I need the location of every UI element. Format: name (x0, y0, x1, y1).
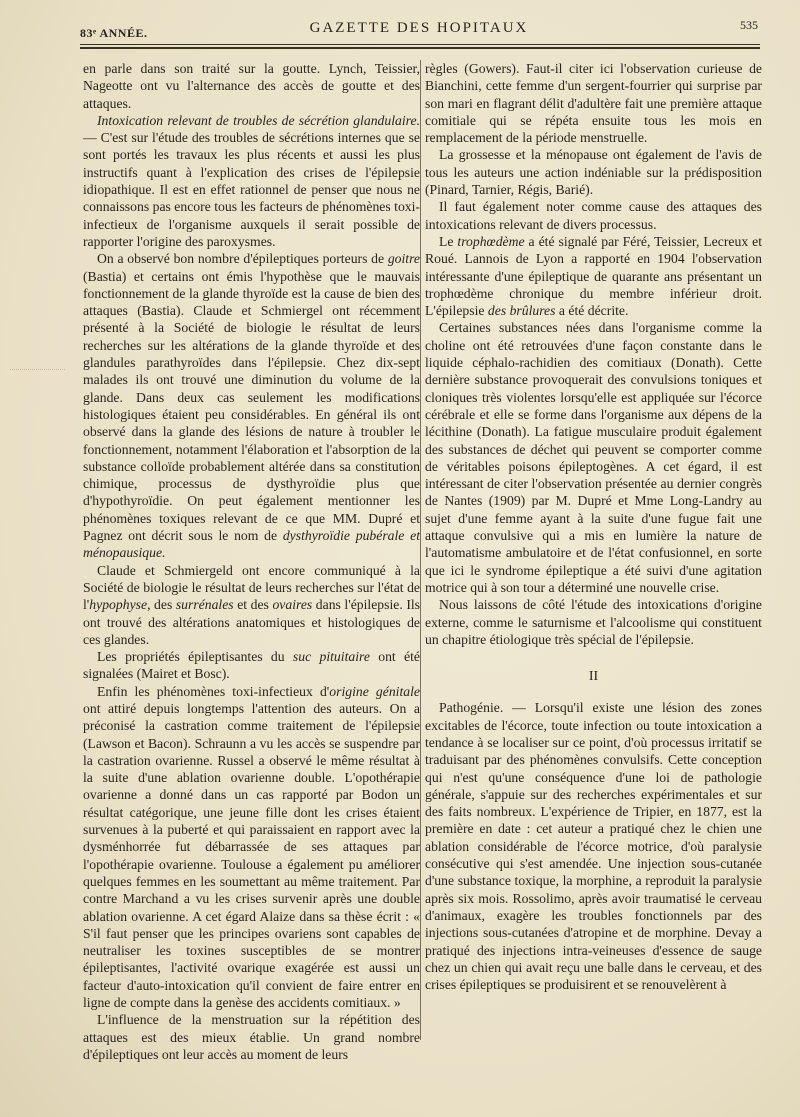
paragraph (425, 233, 762, 319)
text-run: Il faut également noter comme cause des attaques des intoxications relevant de divers processus. (425, 199, 762, 232)
italic-run: trophœdème (457, 233, 525, 249)
right-column (425, 60, 762, 993)
text-run: dans l'épilepsie. Ils ont trouvé des altérations anatomiques et histologiques de ces glandes. (83, 597, 421, 647)
italic-run: des brûlures (487, 303, 556, 319)
header-rule-thin (80, 44, 760, 45)
text-run: Claude et Schmiergeld ont encore communiqué à la Société de biologie le résultat de leurs recherches sur l'état de l' (83, 562, 420, 613)
text-run: Certaines substances nées dans l'organisme comme la choline ont été retrouvées d'une façon constante dans le liquide céphalo-rachidien des comitiaux (Donath). Cette dernière substance provoquerait des convulsions toniques et cloniques très violentes lorsqu'elle est appliquée sur l'écorce cérébrale et elle se forme dans l'organisme aux dépens de la lécithine (Donath). La fatigue musculaire produit également des substances de déchet qui peuvent se comporter comme de véritables poisons épileptogènes. A cet égard, il est intéressant de citer l'observation présentée au dernier congrès de Nantes (1909) par M. Dupré et Mme Long-Landry au sujet d'une femme ayant à la suite d'une fugue fait une attaque convulsive qui a mis en lumière la nature de l'automatisme ambulatoire et de l'état confusionnel, en sorte que ici le syndrome épileptique a été suivi d'une agitation motrice qui à son tour a déterminé une nouvelle crise. (425, 320, 762, 595)
text-run: On a observé bon nombre d'épileptiques porteurs de (97, 251, 388, 267)
italic-run: hypophyse (89, 597, 148, 613)
text-run: ont été signalées (Mairet et Bosc). (83, 649, 420, 682)
italic-run: Intoxication relevant de troubles de sécrétion glandulaire. (97, 112, 420, 128)
text-run: en parle dans son traité sur la goutte. Lynch, Teissier, Nageotte ont vu l'alternance des accès de goutte et des attaques. (83, 61, 420, 111)
paragraph (83, 250, 420, 561)
italic-run: suc pituitaire (292, 649, 370, 665)
paragraph (83, 60, 420, 112)
text-run: Le (439, 233, 458, 249)
paragraph (83, 1011, 420, 1063)
text-run: (Bastia) et certains ont émis l'hypothèse que le mauvais fonctionnement de la glande thyroïde est la cause de bien des attaques (Bastia). Claude et Schmiergel ont récemment présenté à la Société de biologie le résultat de leurs recherches sur les altérations de la glande thyroïde et des glandules parathyroïdes dans l'épilepsie. Chez dix-sept malades ils ont trouvé une diminution du volume de la glande. Dans deux cas seulement les modifications histologiques étaient peu considérables. En général ils ont observé dans la glande des lésions de nature à troubler le fonctionnement, notamment l'élaboration et l'absorption de la substance colloïde probablement altérée dans sa constitution chimique, processus de dysthyroïdie plus que d'hypothyroïdie. On peut également mentionner les phénomènes toxiques relevant de ce que MM. Dupré et Pagnez ont décrit sous le nom de (83, 268, 420, 544)
text-run: — C'est sur l'étude des troubles de sécrétions internes que se sont portés les travaux les plus récents et aussi les plus instructifs quant à l'explication des crises de l'épilepsie idiopathique. Il est en effet rationnel de penser que nous ne connaissons pas encore tous les facteurs de phénomènes toxi-infectieux de l'organisme auxquels il serait possible de rapporter l'origine des paroxysmes. (83, 130, 420, 249)
paragraph (425, 699, 762, 993)
paragraph (425, 198, 762, 233)
paragraph (425, 60, 762, 146)
text-run: règles (Gowers). Faut-il citer ici l'observation curieuse de Bianchini, cette femme d'un sergent-fourrier qui surprise par son mari en flagrant délit d'adultère fait une première attaque comitiale qui se répéta ensuite tous les mois en remplacement de la période menstruelle. (425, 61, 762, 146)
paragraph (425, 596, 762, 648)
left-column (83, 60, 420, 1063)
section-heading: II (588, 669, 599, 685)
paragraph (425, 146, 762, 198)
paragraph (83, 562, 420, 648)
text-run: a été signalé par Féré, Teissier, Lecreux et Roué. Lannois de Lyon a rapporté en 1904 l'observation intéressante d'une épileptique de quarante ans présentant un trophœdème chronique du membre inférieur droit. L'épilepsie (425, 233, 762, 319)
page-number: 535 (740, 18, 758, 32)
paragraph (83, 648, 420, 683)
italic-run: goitre (387, 251, 420, 267)
margin-dots (10, 355, 65, 370)
page-header (80, 18, 758, 40)
text-run: Pathogénie. — Lorsqu'il existe une lésion des zones excitables de l'écorce, toute infection ou toute intoxication a tendance à se localiser sur ce point, d'où processus irritatif se traduisant par des phénomènes convulsifs. Cette conception qui n'est qu'une conséquence d'une loi de pathologie générale, s'appuie sur des recherches expérimentales et sur des faits nombreux. L'expérience de Tripier, en 1877, est la première en date : cet auteur a pratiqué chez le chien une ablation considérable de l'écorce motrice, d'où paralysie consécutive qui s'est amendée. Une injection sous-cutanée d'une substance toxique, la morphine, a reproduit la paralysie après six mois. Rossolimo, après avoir traumatisé le cerveau d'animaux, exagère les troubles fonctionnels par des injections sous-cutanées d'atropine et de morphine. Devay a pratiqué des injections intra-veineuses d'essence de sauge chez un chien qui avait reçu une balle dans le cerveau, et des crises épileptiques se produisirent et se renouvelèrent à (425, 700, 762, 993)
text-run: L'influence de la menstruation sur la répétition des attaques est des mieux établie. Un grand nombre d'épileptiques ont leur accès au moment de leurs (83, 1012, 420, 1062)
text-run: Enfin les phénomènes toxi-infectieux d' (97, 683, 330, 699)
italic-run: surrénales (175, 597, 234, 613)
column-divider (420, 60, 421, 1040)
paragraph (83, 112, 420, 250)
header-rule-thick (80, 47, 760, 49)
text-run: , des (147, 597, 176, 613)
text-run: ont attiré depuis longtemps l'attention des auteurs. On a préconisé la castration comme traitement de l'épilepsie (Lawson et Bacon). Schraunn a vu les accès se suspendre par la castration ovarienne. Russel a observé le même résultat à la suite d'une ablation ovarienne double. L'opothérapie ovarienne a donné dans un cas rapporté par Bodon un résultat catégorique, une jeune fille dont les crises étaient survenues à la puberté et qui paraissaient en rapport avec la dysménhorrée fut débarrassée de ses attaques par l'opothérapie ovarienne. Toulouse a également pu améliorer quelques femmes en les soumettant au même traitement. Par contre Marchand a vu les crises survenir après une double ablation ovarienne. A cet égard Alaize dans sa thèse écrit : « S'il faut penser que les principes ovariens sont capables de neutraliser les toxines susceptibles de se montrer épileptisantes, l'activité ovarique exagérée est aussi un facteur d'auto-intoxication qu'il convient de faire entrer en ligne de compte dans la genèse des accidents comitiaux. » (83, 700, 420, 1011)
text-run: a été décrite. (555, 303, 629, 319)
paragraph (425, 319, 762, 596)
italic-run: dysthyroïdie pubérale et ménopausique. (83, 528, 420, 561)
paragraph (83, 683, 420, 1012)
text-run: La grossesse et la ménopause ont également de l'avis de tous les auteurs une action indéniable sur la prédisposition (Pinard, Tarnier, Régis, Barié). (425, 147, 762, 198)
text-run: et des (233, 597, 273, 613)
italic-run: ovaires (272, 597, 313, 613)
text-run: Les propriétés épileptisantes du (97, 649, 293, 665)
year-label: 83ᵉ ANNÉE. (80, 26, 148, 40)
italic-run: origine génitale (329, 683, 420, 699)
journal-title: GAZETTE DES HOPITAUX (309, 20, 529, 36)
text-run: Nous laissons de côté l'étude des intoxications d'origine externe, comme le saturnisme et l'alcoolisme qui constituent un chapitre étiologique très spécial de l'épilepsie. (425, 597, 762, 647)
